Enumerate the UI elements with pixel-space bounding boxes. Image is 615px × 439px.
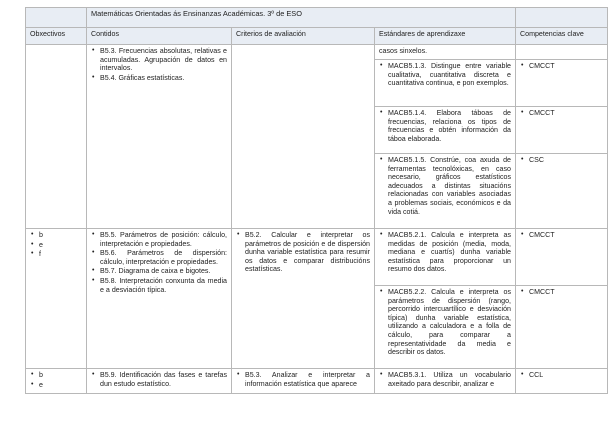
competencia-text: • CCL: [520, 371, 603, 380]
contido-item: • B5.8. Interpretación conxunta da media e a desviación típica.: [91, 277, 227, 294]
competencia-text: • CMCCT: [520, 288, 603, 297]
competencia-cell: [516, 286, 608, 369]
header-estandares: Estándares de aprendizaxe: [375, 28, 516, 45]
estandar-cell: [375, 154, 516, 229]
obxectivo-item: • b: [30, 371, 82, 380]
table-title: Matemáticas Orientadas ás Ensinanzas Académicas. 3º de ESO: [87, 8, 516, 28]
obxectivo-item: • e: [30, 381, 82, 390]
title-blank-cell: [516, 8, 608, 28]
obxectivo-item: • b: [30, 231, 82, 240]
competencia-cell: [516, 154, 608, 229]
contido-item: • B5.6. Parámetros de dispersión: cálculo, interpretación e propiedades.: [91, 249, 227, 266]
contido-item: • B5.4. Gráficas estatísticas.: [91, 74, 227, 83]
competencia-text: • CSC: [520, 156, 603, 165]
criterio-cell: [232, 229, 375, 369]
estandar-cell: [375, 60, 516, 107]
criterio-text: • B5.3. Analizar e interpretar a información estatística que aparece: [236, 371, 370, 388]
estandar-text: • MACB5.2.2. Calcula e interpreta os parámetros de dispersión (rango, percorrido intercuartílico e desviación típica) dunha variable estatística, utilizando a calculadora e a folla de cálculo, para comparar a representatividade da media e describir os datos.: [379, 288, 511, 357]
contidos-cell: [87, 369, 232, 394]
estandar-cell: [375, 369, 516, 394]
estandar-text: • MACB5.1.5. Constrúe, coa axuda de ferramentas tecnolóxicas, en caso necesario, gráficos estatísticos adecuados a distintas situacións relacionadas con variables asociadas a problemas sociais, económicos e da vida cotiá.: [379, 156, 511, 216]
contido-item: • B5.9. Identificación das fases e tarefas dun estudo estatístico.: [91, 371, 227, 388]
header-competencias: Competencias clave: [516, 28, 608, 45]
contido-item: • B5.7. Diagrama de caixa e bigotes.: [91, 267, 227, 276]
contido-item: • B5.5. Parámetros de posición: cálculo, interpretación e propiedades.: [91, 231, 227, 248]
estandar-cell: [375, 107, 516, 154]
competencia-text: • CMCCT: [520, 231, 603, 240]
competencia-cell: [516, 60, 608, 107]
criterio-cell: [232, 45, 375, 229]
contidos-cell: [87, 45, 232, 229]
title-blank-cell: [26, 8, 87, 28]
competencia-cell: [516, 45, 608, 60]
estandar-cell: [375, 229, 516, 286]
competencia-cell: [516, 369, 608, 394]
obxectivos-cell: [26, 229, 87, 369]
obxectivo-item: • e: [30, 241, 82, 250]
table-title-row: [26, 8, 608, 28]
obxectivos-cell: [26, 45, 87, 229]
obxectivo-item: • f: [30, 250, 82, 259]
competencia-text: • CMCCT: [520, 62, 603, 71]
table-row: [26, 45, 608, 60]
estandar-text: • MACB5.2.1. Calcula e interpreta as medidas de posición (media, moda, mediana e cuartís) dunha variable estatística para proporcionar un resumo dos datos.: [379, 231, 511, 274]
criterio-cell: [232, 369, 375, 394]
competencia-cell: [516, 229, 608, 286]
header-obxectivos: Obxectivos: [26, 28, 87, 45]
curriculum-table: [25, 7, 608, 394]
header-contidos: Contidos: [87, 28, 232, 45]
competencia-text: • CMCCT: [520, 109, 603, 118]
estandar-cell: [375, 45, 516, 60]
obxectivos-cell: [26, 369, 87, 394]
table-row: [26, 229, 608, 286]
table-row: [26, 369, 608, 394]
estandar-text: • MACB5.1.4. Elabora táboas de frecuencias, relaciona os tipos de frecuencias e obtén información da táboa elaborada.: [379, 109, 511, 143]
estandar-cell: [375, 286, 516, 369]
criterio-text: • B5.2. Calcular e interpretar os parámetros de posición e de dispersión dunha variable estatística para resumir os datos e comparar distribucións estatísticas.: [236, 231, 370, 274]
header-criterios: Criterios de avaliación: [232, 28, 375, 45]
estandar-text: • MACB5.3.1. Utiliza un vocabulario axeitado para describir, analizar e: [379, 371, 511, 388]
estandar-text: • MACB5.1.3. Distingue entre variable cualitativa, cuantitativa discreta e cuantitativa continua, e pon exemplos.: [379, 62, 511, 88]
competencia-cell: [516, 107, 608, 154]
header-row: [26, 28, 608, 45]
estandar-text: casos sinxelos.: [379, 47, 428, 55]
contido-item: • B5.3. Frecuencias absolutas, relativas e acumuladas. Agrupación de datos en intervalos.: [91, 47, 227, 73]
contidos-cell: [87, 229, 232, 369]
